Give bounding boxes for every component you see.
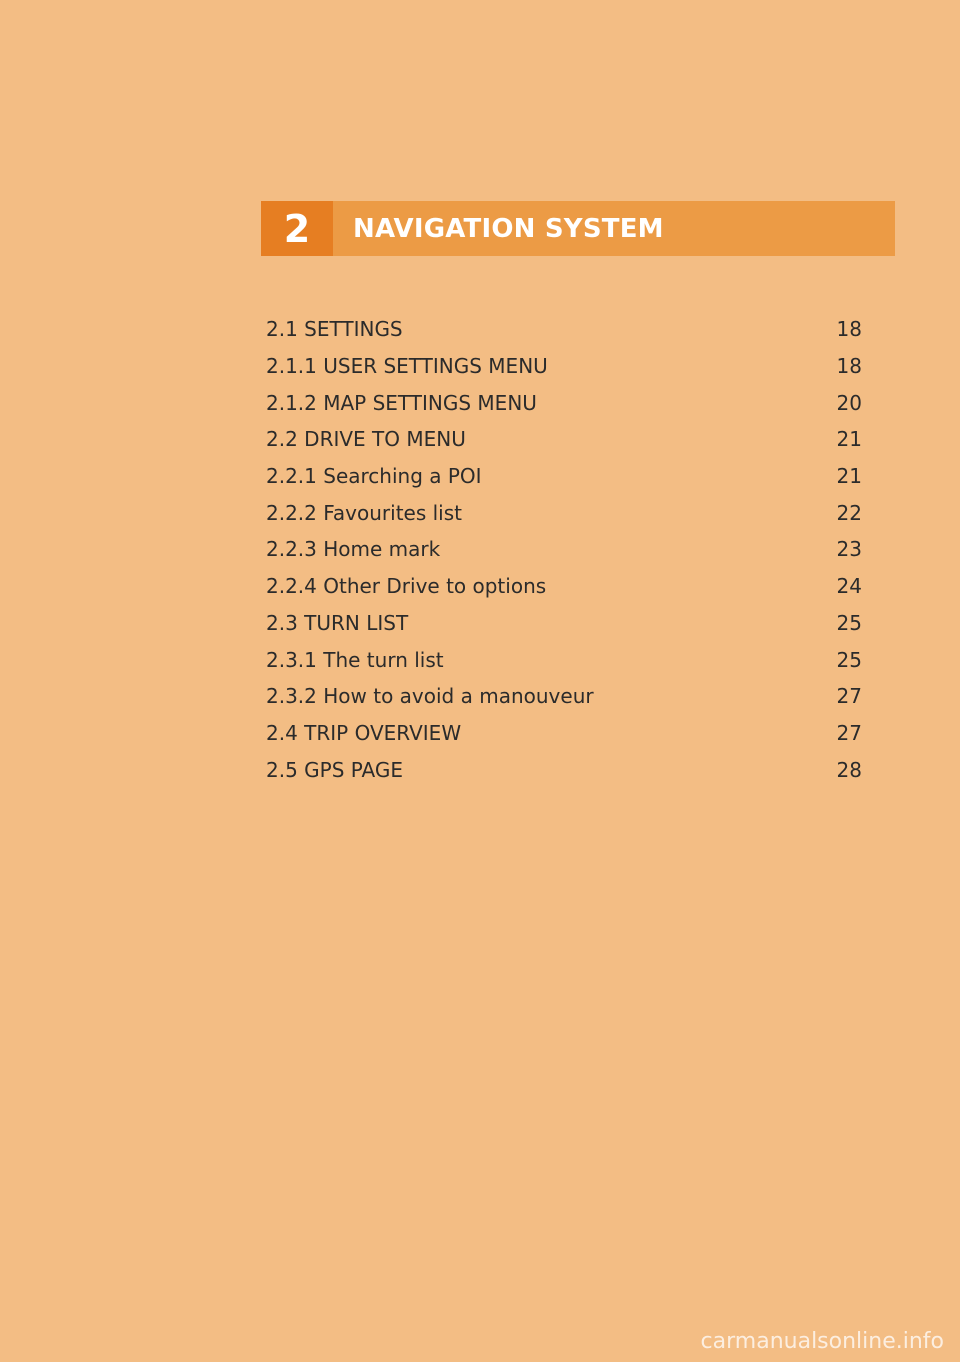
toc-entry-page: 27 <box>836 684 862 709</box>
toc-entry-label: 2.2 DRIVE TO MENU <box>266 427 466 452</box>
toc-entry[interactable] <box>266 568 862 605</box>
toc-entry-page: 22 <box>836 500 862 525</box>
toc-entry-page: 23 <box>836 537 862 562</box>
toc-entry-page: 24 <box>836 574 862 599</box>
toc-entry[interactable] <box>266 641 862 678</box>
toc-entry-label: 2.2.2 Favourites list <box>266 500 462 525</box>
toc-entry-label: 2.5 GPS PAGE <box>266 757 404 782</box>
watermark: carmanualsonline.info <box>700 1329 944 1354</box>
toc-entry-page: 21 <box>836 464 862 489</box>
toc-entry-label: 2.1.2 MAP SETTINGS MENU <box>266 390 537 415</box>
chapter-title: NAVIGATION SYSTEM <box>333 201 895 256</box>
toc-entry[interactable] <box>266 678 862 715</box>
toc-entry[interactable] <box>266 531 862 568</box>
toc-entry-label: 2.2.1 Searching a POI <box>266 464 482 489</box>
toc-entry-page: 20 <box>836 390 862 415</box>
toc-entry[interactable] <box>266 348 862 385</box>
chapter-number: 2 <box>261 201 333 256</box>
toc-entry-label: 2.3 TURN LIST <box>266 610 409 635</box>
toc-entry[interactable] <box>266 751 862 788</box>
toc-entry[interactable] <box>266 311 862 348</box>
toc-entry[interactable] <box>266 605 862 642</box>
toc-entry-page: 25 <box>836 610 862 635</box>
toc-entry[interactable] <box>266 421 862 458</box>
toc-entry-page: 21 <box>836 427 862 452</box>
toc-entry[interactable] <box>266 458 862 495</box>
chapter-header <box>261 201 895 256</box>
toc-entry-label: 2.4 TRIP OVERVIEW <box>266 720 462 745</box>
toc-entry-page: 28 <box>836 757 862 782</box>
toc-entry-page: 18 <box>836 354 862 379</box>
table-of-contents <box>266 311 862 788</box>
toc-entry-label: 2.3.2 How to avoid a manouveur <box>266 684 594 709</box>
toc-entry-page: 25 <box>836 647 862 672</box>
toc-entry[interactable] <box>266 494 862 531</box>
toc-entry[interactable] <box>266 715 862 752</box>
toc-entry-label: 2.1 SETTINGS <box>266 317 403 342</box>
toc-entry-page: 27 <box>836 720 862 745</box>
toc-entry-label: 2.2.3 Home mark <box>266 537 441 562</box>
toc-entry-page: 18 <box>836 317 862 342</box>
toc-entry[interactable] <box>266 384 862 421</box>
toc-entry-label: 2.3.1 The turn list <box>266 647 444 672</box>
toc-entry-label: 2.1.1 USER SETTINGS MENU <box>266 354 548 379</box>
toc-entry-label: 2.2.4 Other Drive to options <box>266 574 547 599</box>
